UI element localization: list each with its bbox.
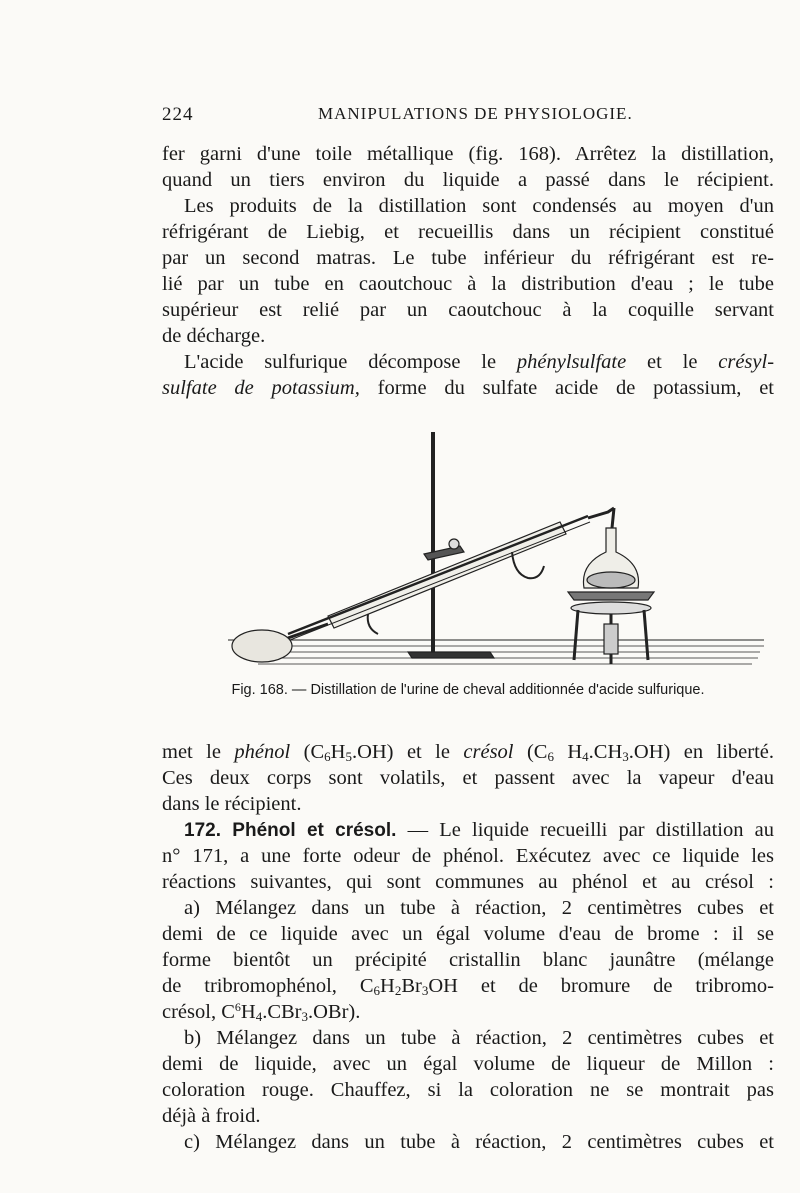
text-line: Ces deux corps sont volatils, et passent avec la vapeur d'eau [162,767,774,789]
text-line [162,349,774,375]
text-span: et le [647,351,698,373]
text-span: — Le liquide recueilli par distillation au [396,819,774,841]
text-span: forme du sulfate acide de potassium, et [377,377,775,399]
formula-part: H [553,741,583,763]
text-line: déjà à froid. [162,1105,261,1127]
formula-part: .OBr). [308,1001,361,1023]
text-line [162,739,774,765]
text-line: supérieur est relié par un caoutchouc à la coquille servant [162,299,774,321]
text-line: demi de liquide, avec un égal volume de liqueur de Millon : [162,1053,774,1075]
formula-part: OH et de bromure de tribromo- [428,975,774,997]
subscript: 5 [345,749,352,764]
formula-part: .OH) en liberté. [628,741,775,763]
text-line [162,999,774,1025]
text-line: par un second matras. Le tube inférieur du réfrigérant est re- [162,247,774,269]
formula-part: H [240,1001,256,1023]
italic-term: crésyl- [718,351,775,373]
text-line: fer garni d'une toile métallique (fig. 168). Arrêtez la distillation, [162,143,774,165]
text-line: demi de ce liquide avec un égal volume d'eau de brome : il se [162,923,774,945]
figure-caption [162,682,774,698]
text-line: c) Mélangez dans un tube à réaction, 2 centimètres cubes et [184,1131,774,1153]
formula-part: (C [526,741,548,763]
text-block-bottom [162,739,774,1155]
formula-part: .CH [588,741,623,763]
figure-caption-text: — Distillation de l'urine de cheval additionnée d'acide sulfurique. [291,682,705,698]
subscript: 3 [622,749,629,764]
section-heading: 172. Phénol et crésol. [184,820,397,841]
text-line: lié par un tube en caoutchouc à la distribution d'eau ; le tube [162,273,774,295]
subscript: 4 [582,749,589,764]
subscript: 6 [324,749,331,764]
text-line: de décharge. [162,325,266,347]
italic-term: phénylsulfate [516,351,627,373]
subscript: 6 [547,749,554,764]
figure-label: Fig. 168. [231,682,288,698]
italic-term: crésol [463,741,514,763]
text-line: b) Mélangez dans un tube à réaction, 2 centimètres cubes et [184,1027,774,1049]
italic-term: phénol [234,741,291,763]
running-title: MANIPULATIONS DE PHYSIOLOGIE. [318,104,633,123]
text-line: dans le récipient. [162,793,302,815]
text-line: n° 171, a une forte odeur de phénol. Exécutez avec ce liquide les [162,845,774,867]
formula-part: de tribromophénol, C [162,975,374,997]
formula-part: Br [401,975,422,997]
formula-part: crésol, C [162,1001,235,1023]
section-heading-line [162,817,774,843]
running-header [162,100,774,130]
text-line: Les produits de la distillation sont condensés au moyen d'un [184,195,774,217]
text-span: L'acide sulfurique décompose le [184,351,497,373]
text-span: met le [162,741,221,763]
formula-part: .CBr [262,1001,302,1023]
text-line: réfrigérant de Liebig, et recueillis dans un récipient constitué [162,221,774,243]
formula-part: (C [303,741,325,763]
text-line: quand un tiers environ du liquide a passé dans le récipient. [162,169,774,191]
text-line: réactions suivantes, qui sont communes au phénol et au crésol : [162,871,774,893]
formula-part: .OH) et le [351,741,450,763]
text-line [162,973,774,999]
subscript: 4 [255,1009,263,1024]
text-line [162,375,774,401]
text-line: forme bientôt un précipité cristallin blanc jaunâtre (mélange [162,949,774,971]
text-line: coloration rouge. Chauffez, si la coloration ne se montrait pas [162,1079,774,1101]
subscript: 3 [421,983,429,998]
distillation-illustration [228,428,768,674]
superscript: 6 [234,1000,241,1014]
italic-term: sulfate de potassium, [162,377,360,399]
subscript: 2 [394,983,402,998]
text-line: a) Mélangez dans un tube à réaction, 2 centimètres cubes et [184,897,774,919]
page-number: 224 [162,104,194,125]
formula-part: H [380,975,395,997]
subscript: 6 [373,983,381,998]
subscript: 3 [301,1009,308,1024]
formula-part: H [330,741,346,763]
text-block-top [162,141,774,401]
